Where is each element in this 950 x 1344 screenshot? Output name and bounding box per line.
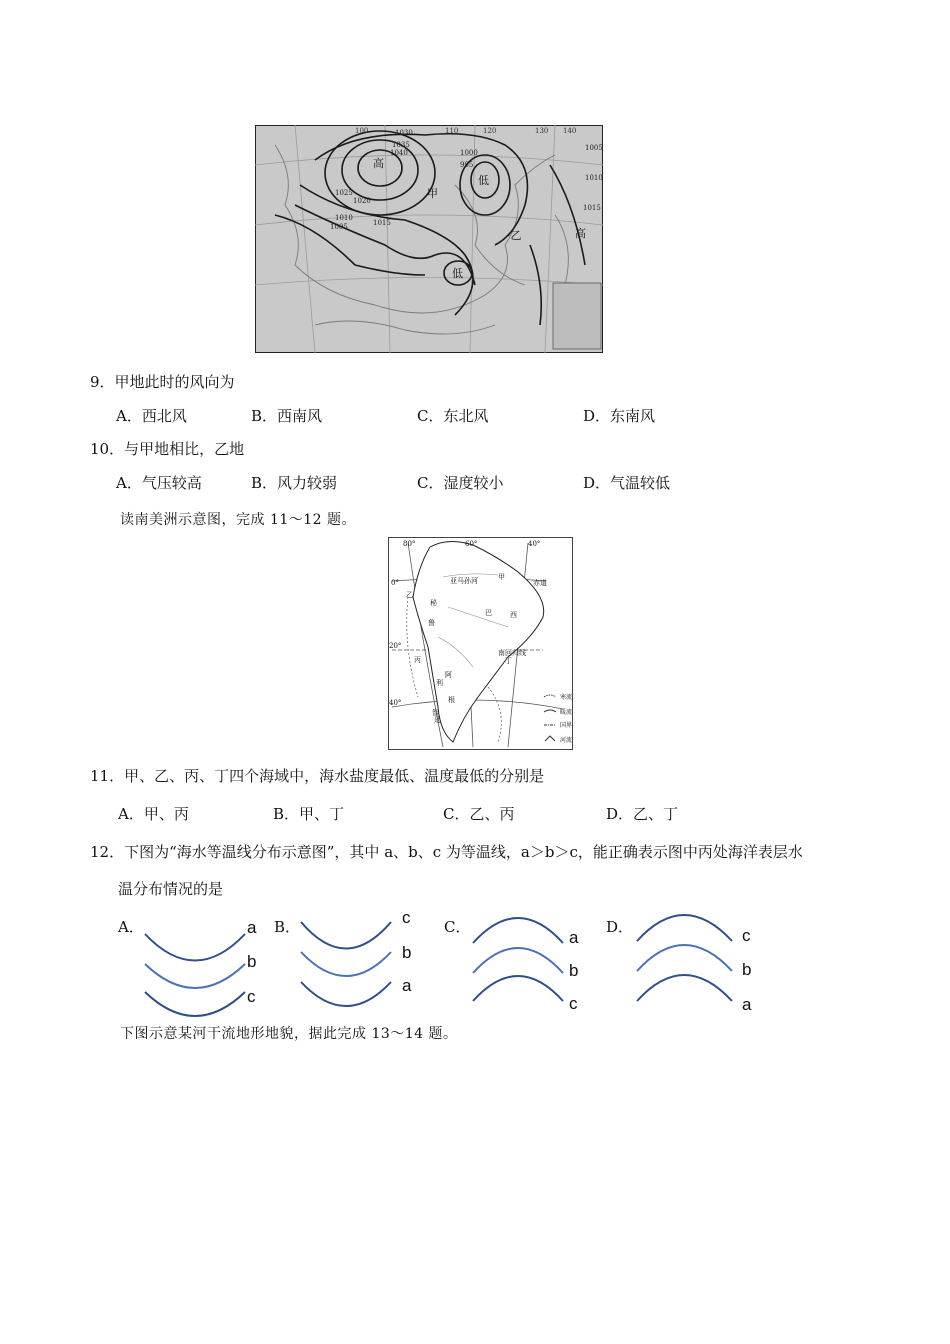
isobar-label: 1000: [460, 149, 478, 157]
isobar-label: 995: [460, 161, 474, 169]
isotherm-label: b: [742, 960, 752, 979]
q12-option-a-letter[interactable]: A．: [118, 918, 144, 936]
q11-option-a[interactable]: A．甲、丙: [118, 805, 189, 823]
intro-11-12: 读南美洲示意图，完成 11～12 题。: [120, 512, 357, 528]
place-bing: 丙: [414, 656, 421, 664]
lon-tick: 130: [535, 127, 549, 135]
weather-map: [255, 125, 603, 353]
isobar-label: 1025: [335, 189, 353, 197]
isotherm-label: a: [247, 918, 257, 937]
question-11-stem: 11．甲、乙、丙、丁四个海域中，海水盐度最低、温度最低的分别是: [90, 767, 545, 785]
isobar-label: 1035: [392, 141, 410, 149]
weather-map-svg: [255, 125, 603, 353]
isobar-label: 1005: [585, 144, 603, 152]
lat-label: 40°: [389, 699, 402, 707]
isobar-label: 1005: [330, 223, 348, 231]
lon-label: 60°: [465, 540, 478, 548]
question-9-stem: 9．甲地此时的风向为: [90, 373, 235, 391]
country-char: 廷: [434, 716, 441, 724]
q11-option-c[interactable]: C．乙、丙: [443, 805, 515, 823]
q10-option-b[interactable]: B．风力较弱: [251, 474, 338, 492]
isotherm-label: c: [569, 994, 578, 1013]
river-amazon: 亚马孙河: [450, 577, 478, 585]
q12-option-c-figure[interactable]: [468, 908, 598, 1018]
low-pressure-label: 低: [478, 174, 489, 187]
south-america-svg: [388, 537, 573, 750]
country-char: 鲁: [428, 619, 435, 627]
isobar-label: 1015: [583, 204, 601, 212]
isobar-label: 1040: [390, 149, 408, 157]
q10-option-c[interactable]: C．湿度较小: [417, 474, 504, 492]
high-pressure-label: 高: [373, 157, 384, 170]
question-10-stem: 10．与甲地相比，乙地: [90, 440, 245, 458]
legend-river: 河流: [560, 737, 573, 744]
intro-13-14: 下图示意某河干流地形地貌，据此完成 13～14 题。: [120, 1026, 458, 1042]
country-char: 智: [432, 709, 439, 717]
isotherm-label: b: [402, 943, 412, 962]
country-char: 利: [436, 679, 443, 687]
lon-tick: 100: [355, 127, 369, 135]
country-char: 秘: [430, 599, 437, 607]
lon-tick: 120: [483, 127, 497, 135]
q10-option-a[interactable]: A．气压较高: [116, 474, 202, 492]
q9-option-a[interactable]: A．西北风: [116, 407, 187, 425]
q12-option-c-letter[interactable]: C．: [444, 918, 471, 936]
tropic-label: 南回归线: [498, 649, 526, 657]
legend-warm-current: 暖流: [560, 709, 573, 716]
lon-tick: 140: [563, 127, 577, 135]
lon-label: 80°: [403, 540, 416, 548]
high-pressure-label: 高: [575, 227, 586, 240]
place-yi: 乙: [406, 591, 413, 599]
place-ding: 丁: [505, 657, 512, 665]
q9-option-c[interactable]: C．东北风: [417, 407, 489, 425]
isotherm-label: b: [247, 952, 257, 971]
question-12-stem: 12．下图为“海水等温线分布示意图”，其中 a、b、c 为等温线，a＞b＞c，能正确表示图中丙处海洋表层水: [90, 843, 803, 861]
isobar-label: 1015: [373, 219, 391, 227]
isobar-label: 1030: [395, 129, 413, 137]
q10-option-d[interactable]: D．气温较低: [583, 474, 671, 492]
lat-label: 0°: [391, 579, 399, 587]
legend-cold-current: 寒流: [560, 694, 573, 701]
isotherm-label: a: [742, 995, 752, 1014]
place-yi: ·乙: [507, 229, 522, 242]
place-jia: 甲: [427, 187, 438, 200]
lon-tick: 110: [445, 127, 459, 135]
isobar-label: 1010: [335, 214, 353, 222]
q11-option-b[interactable]: B．甲、丁: [273, 805, 345, 823]
q12-option-b-figure[interactable]: [296, 905, 426, 1015]
country-char: 根: [448, 696, 455, 704]
isotherm-label: c: [742, 926, 751, 945]
isotherm-label: b: [569, 961, 579, 980]
equator-label: 赤道: [533, 579, 547, 587]
q12-option-d-figure[interactable]: [632, 903, 762, 1018]
lat-label: 20°: [389, 642, 402, 650]
country-char: 西: [510, 611, 517, 619]
isotherm-label: c: [402, 908, 411, 927]
isotherm-label: a: [569, 928, 579, 947]
country-char: 阿: [445, 671, 452, 679]
q12-option-b-letter[interactable]: B．: [274, 918, 301, 936]
question-12-stem-cont: 温分布情况的是: [118, 880, 224, 898]
isotherm-label: a: [402, 976, 412, 995]
country-char: 巴: [485, 609, 492, 617]
q9-option-b[interactable]: B．西南风: [251, 407, 323, 425]
low-pressure-label: 低: [452, 267, 463, 280]
isotherm-label: c: [247, 987, 256, 1006]
isotherm-svg: [468, 908, 598, 1018]
q9-option-d[interactable]: D．东南风: [583, 407, 656, 425]
legend-border: 国界: [560, 722, 573, 729]
isobar-label: 1010: [585, 174, 603, 182]
lon-label: 40°: [528, 540, 541, 548]
isobar-label: 1020: [353, 197, 371, 205]
place-jia: 甲: [498, 573, 505, 581]
south-america-map: [388, 537, 573, 750]
q11-option-d[interactable]: D．乙、丁: [606, 805, 679, 823]
q12-option-d-letter[interactable]: D．: [606, 918, 634, 936]
q12-option-a-figure[interactable]: [140, 912, 270, 1027]
